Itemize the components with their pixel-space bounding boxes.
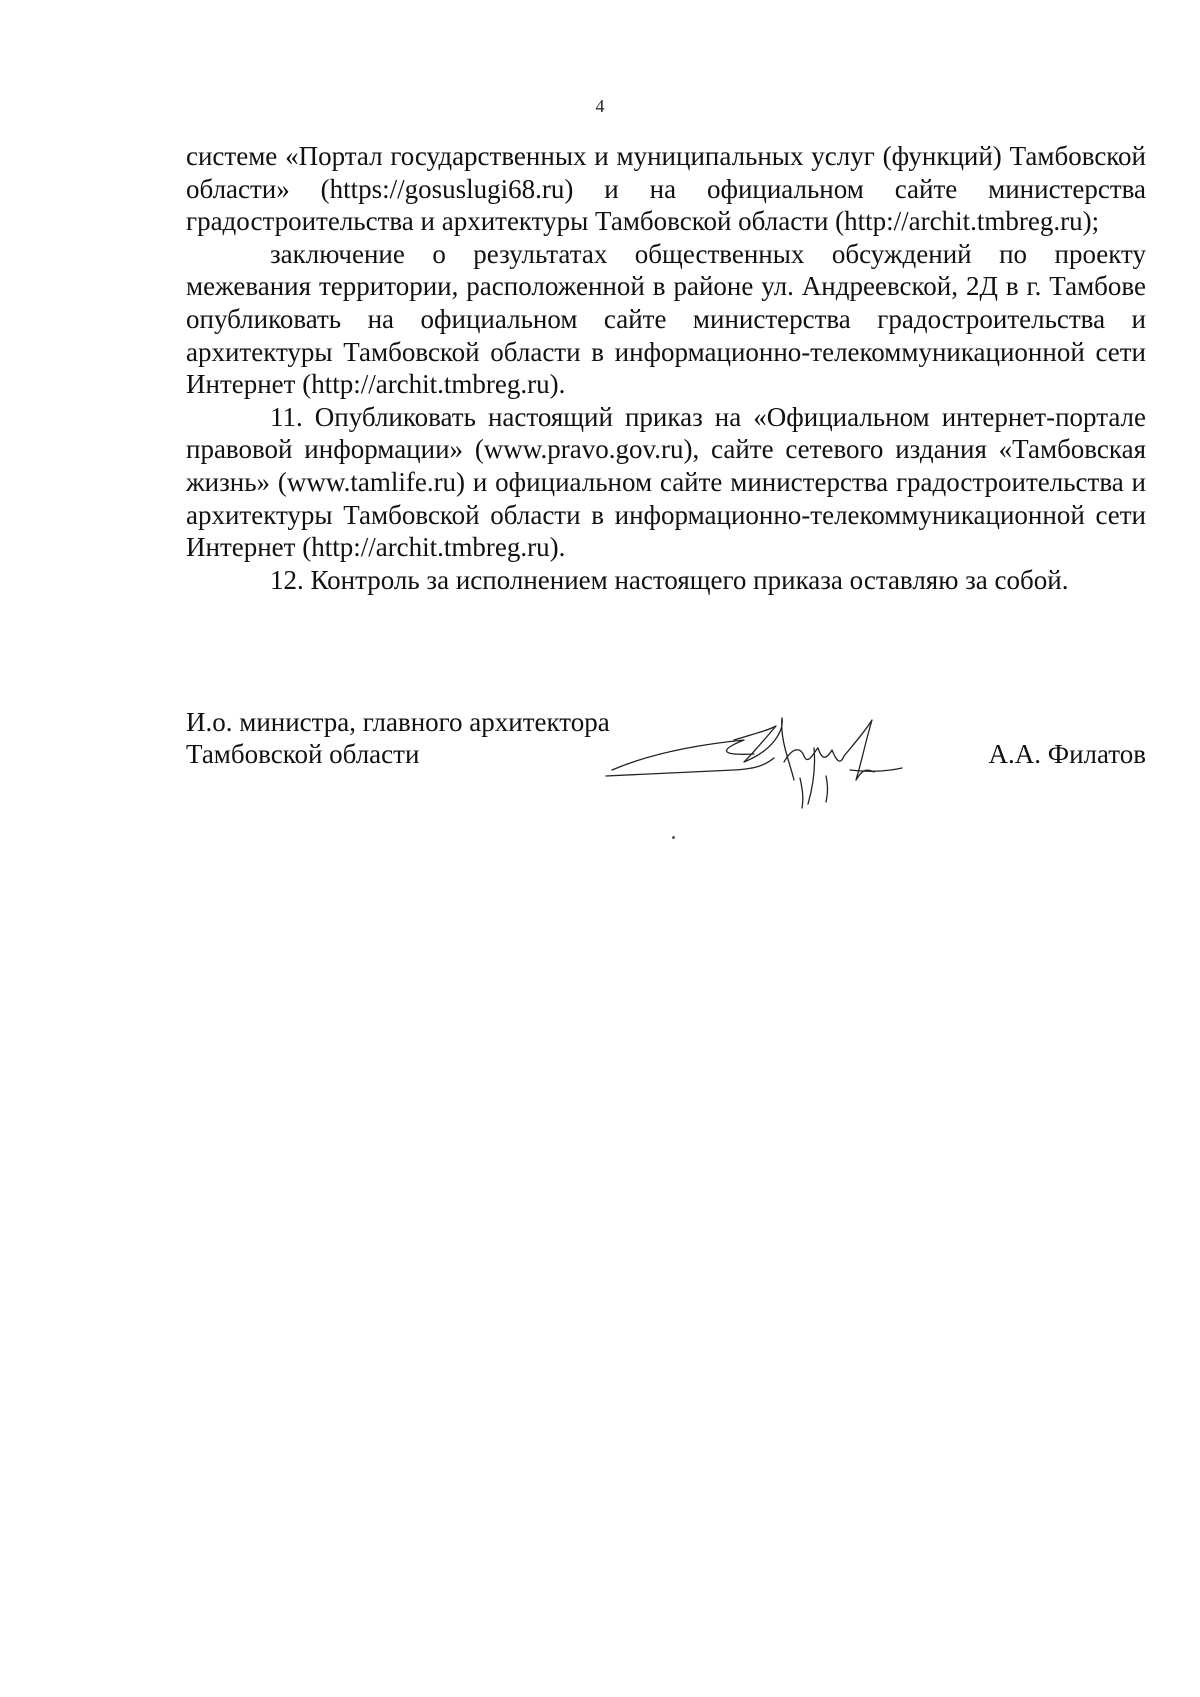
- paragraph-item-12: 12. Контроль за исполнением настоящего приказа оставляю за собой.: [270, 564, 1069, 595]
- document-body: [186, 140, 1146, 596]
- signatory-title-line-2: Тамбовской области: [186, 739, 420, 769]
- signatory-title-line-1: И.о. министра, главного архитектора: [186, 707, 610, 737]
- signatory-name: А.А. Филатов: [988, 739, 1146, 769]
- signature-block: [186, 706, 1146, 816]
- handwritten-signature: [604, 700, 904, 810]
- paragraph-portal-publication: системе «Портал государственных и муниципальных услуг (функций) Тамбовской области» (https://gosuslugi68.ru) и на официальном сайте министерства градостроительства и архитектуры Тамбовской области (http://archit.tmbreg.ru);: [186, 141, 1146, 237]
- scan-speck: [672, 836, 675, 839]
- paragraph-conclusion-publication: заключение о результатах общественных обсуждений по проекту межевания территории, расположенной в районе ул. Андреевской, 2Д в г. Тамбове опубликовать на официальном сайте министерства градостроительства и архитектуры Тамбовской области в информационно-телекоммуникационной сети Интернет (http://archit.tmbreg.ru).: [186, 238, 1146, 400]
- paragraph-item-11: 11. Опубликовать настоящий приказ на «Официальном интернет-портале правовой информации» (www.pravo.gov.ru), сайте сетевого издания «Тамбовская жизнь» (www.tamlife.ru) и официальном сайте министерства градостроительства и архитектуры Тамбовской области в информационно-телекоммуникационной сети Интернет (http://archit.tmbreg.ru).: [186, 401, 1146, 563]
- signatory-title: [186, 706, 610, 770]
- page-number: 4: [595, 96, 605, 116]
